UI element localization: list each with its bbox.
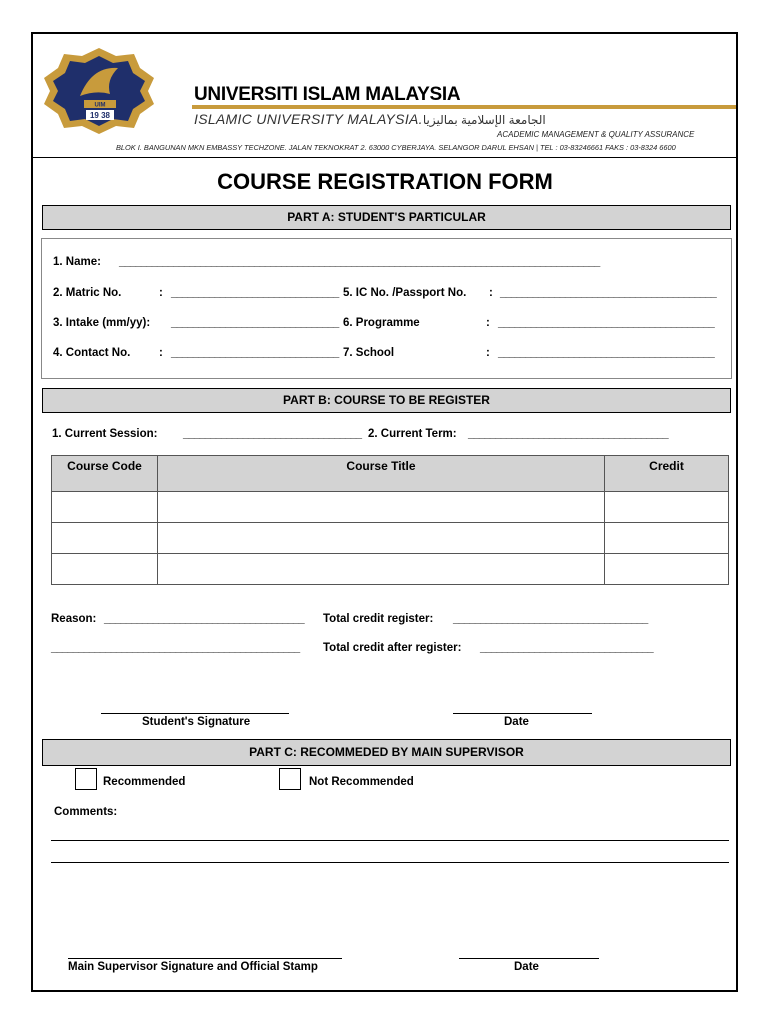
university-subtitle-en: ISLAMIC UNIVERSITY MALAYSIA. (194, 111, 423, 127)
session-label: 1. Current Session: (52, 428, 158, 440)
course-table (51, 455, 729, 585)
header-gold-line (192, 105, 736, 109)
table-row (52, 492, 729, 523)
student-signature-line[interactable] (101, 713, 289, 714)
credit-cell[interactable] (605, 492, 729, 523)
table-row (52, 554, 729, 585)
school-colon: : (486, 347, 490, 359)
course-title-cell[interactable] (158, 554, 605, 585)
reason-field-continued[interactable]: ______________________________________________ (51, 642, 300, 654)
university-subtitle-ar: الجامعة الإسلامية بماليزيا (422, 113, 546, 127)
column-header-credit: Credit (605, 456, 729, 492)
supervisor-date-label: Date (514, 961, 539, 973)
student-signature-label: Student's Signature (142, 716, 251, 728)
term-label: 2. Current Term: (368, 428, 457, 440)
supervisor-signature-label: Main Supervisor Signature and Official Stamp (68, 961, 318, 973)
ic-label: 5. IC No. /Passport No. (343, 287, 467, 299)
total-credit-after-label: Total credit after register: (323, 642, 462, 654)
total-credit-register-field[interactable]: ____________________________________ (453, 613, 648, 625)
university-subtitle (194, 111, 546, 127)
ic-field[interactable]: ________________________________________ (500, 287, 716, 299)
matric-field[interactable]: _______________________________ (171, 287, 339, 299)
part-b-header: PART B: COURSE TO BE REGISTER (42, 388, 731, 413)
session-field[interactable]: _________________________________ (183, 428, 362, 440)
intake-field[interactable]: _______________________________ (171, 317, 339, 329)
contact-colon: : (159, 347, 163, 359)
column-header-course-code: Course Code (52, 456, 158, 492)
university-address: BLOK I. BANGUNAN MKN EMBASSY TECHZONE. JALAN TEKNOKRAT 2. 63000 CYBERJAYA. SELANGOR DARUL EHSAN | TEL : 03-83246661 FAKS : 03-8324 6600 (116, 143, 676, 152)
ic-colon: : (489, 287, 493, 299)
name-field[interactable]: _________________________________________________________________________________________ (119, 256, 600, 268)
department-name: ACADEMIC MANAGEMENT & QUALITY ASSURANCE (497, 130, 695, 139)
part-a-header: PART A: STUDENT'S PARTICULAR (42, 205, 731, 230)
term-field[interactable]: _____________________________________ (468, 428, 668, 440)
course-title-cell[interactable] (158, 492, 605, 523)
university-logo (40, 46, 158, 136)
school-label: 7. School (343, 347, 395, 359)
page-title: COURSE REGISTRATION FORM (217, 169, 553, 194)
part-c-header: PART C: RECOMMEDED BY MAIN SUPERVISOR (42, 739, 731, 766)
comments-label: Comments: (54, 806, 118, 818)
school-field[interactable]: ________________________________________ (498, 347, 714, 359)
name-label: 1. Name: (53, 256, 101, 268)
column-header-course-title: Course Title (158, 456, 605, 492)
programme-label: 6. Programme (343, 317, 420, 329)
student-date-line[interactable] (453, 713, 592, 714)
course-code-cell[interactable] (52, 523, 158, 554)
header-divider (33, 157, 736, 158)
contact-label: 4. Contact No. (53, 347, 131, 359)
matric-label: 2. Matric No. (53, 287, 122, 299)
total-credit-register-label: Total credit register: (323, 613, 434, 625)
reason-field[interactable]: _____________________________________ (104, 613, 304, 625)
not-recommended-label: Not Recommended (309, 776, 414, 788)
table-header-row (52, 456, 729, 492)
contact-field[interactable]: _______________________________ (171, 347, 339, 359)
university-name: UNIVERSITI ISLAM MALAYSIA (194, 84, 461, 105)
not-recommended-checkbox[interactable] (279, 768, 301, 790)
comments-line-1[interactable] (51, 840, 729, 841)
intake-label: 3. Intake (mm/yy): (53, 317, 151, 329)
credit-cell[interactable] (605, 523, 729, 554)
supervisor-signature-line[interactable] (68, 958, 342, 959)
programme-colon: : (486, 317, 490, 329)
course-title-cell[interactable] (158, 523, 605, 554)
logo-text: UIM (94, 102, 106, 109)
reason-label: Reason: (51, 613, 97, 625)
supervisor-date-line[interactable] (459, 958, 599, 959)
total-credit-after-field[interactable]: ________________________________ (480, 642, 653, 654)
course-code-cell[interactable] (52, 492, 158, 523)
student-date-label: Date (504, 716, 529, 728)
programme-field[interactable]: ________________________________________ (498, 317, 714, 329)
credit-cell[interactable] (605, 554, 729, 585)
recommended-label: Recommended (103, 776, 186, 788)
matric-colon: : (159, 287, 163, 299)
comments-line-2[interactable] (51, 862, 729, 863)
course-code-cell[interactable] (52, 554, 158, 585)
recommended-checkbox[interactable] (75, 768, 97, 790)
logo-year: 19 38 (89, 111, 111, 120)
table-row (52, 523, 729, 554)
